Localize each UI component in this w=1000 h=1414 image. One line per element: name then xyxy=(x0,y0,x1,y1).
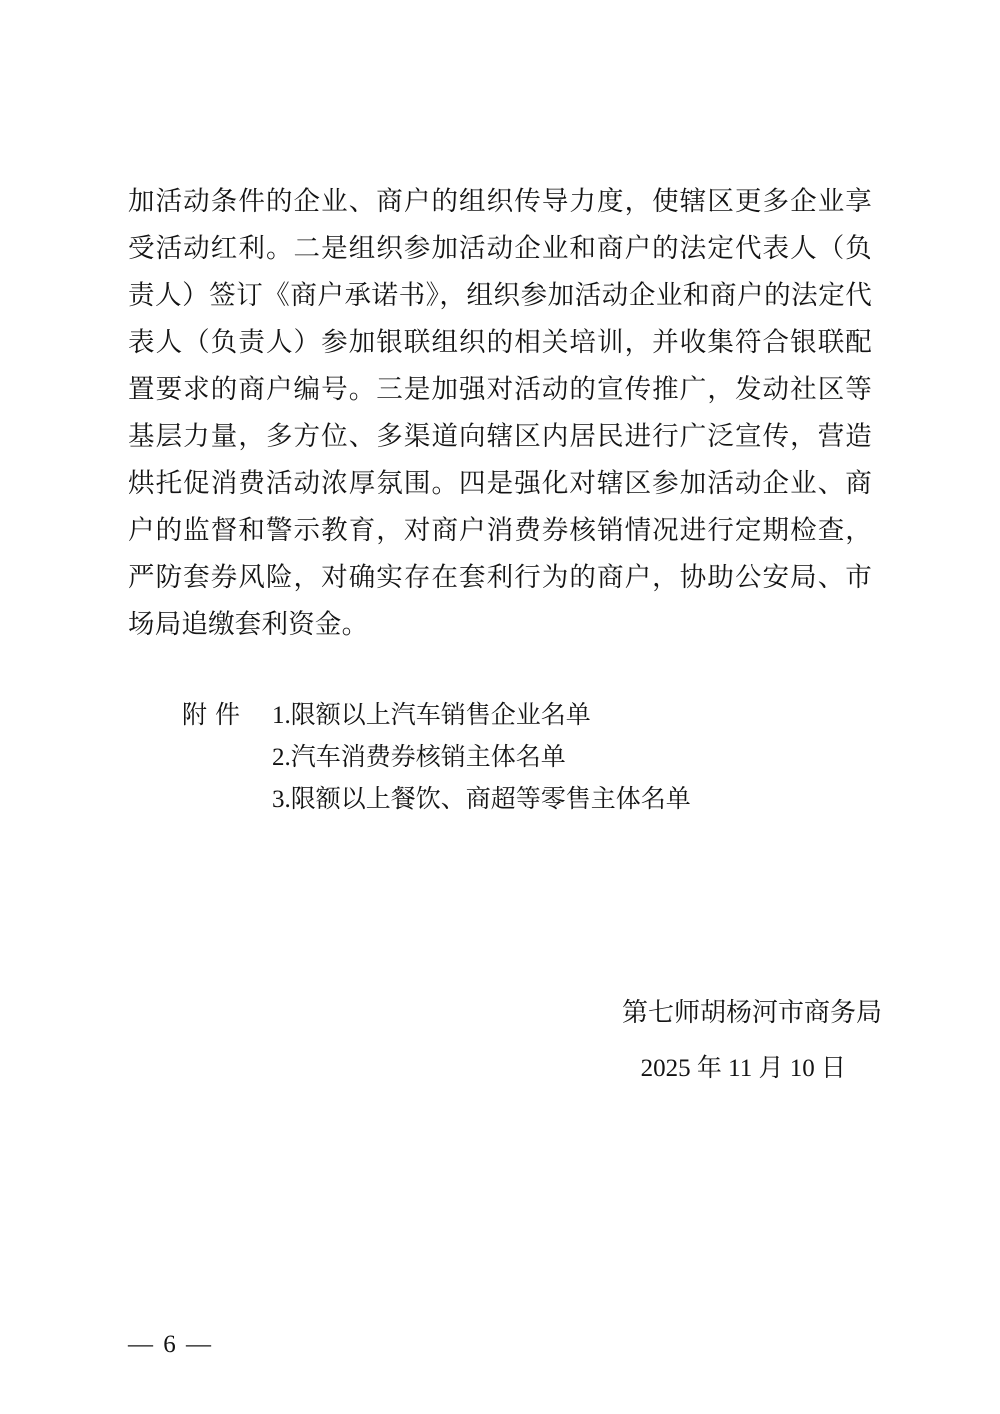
body-text-block xyxy=(128,178,872,648)
attachments-label: 附件 xyxy=(182,702,249,729)
page-number: — 6 — xyxy=(128,1331,213,1358)
attachments-row xyxy=(182,695,882,821)
attachments-list xyxy=(272,695,882,821)
list-item: 1.限额以上汽车销售企业名单 xyxy=(272,702,591,729)
signature-organization: 第七师胡杨河市商务局 xyxy=(621,998,882,1027)
attachments-section xyxy=(182,695,882,821)
body-paragraph: 加活动条件的企业、商户的组织传导力度，使辖区更多企业享受活动红利。二是组织参加活动企业和商户的法定代表人（负责人）签订《商户承诺书》，组织参加活动企业和商户的法定代表人（负责人）参加银联组织的相关培训，并收集符合银联配置要求的商户编号。三是加强对活动的宣传推广，发动社区等基层力量，多方位、多渠道向辖区内居民进行广泛宣传，营造烘托促消费活动浓厚氛围。四是强化对辖区参加活动企业、商户的监督和警示教育，对商户消费券核销情况进行定期检查，严防套券风险，对确实存在套利行为的商户，协助公安局、市场局追缴套利资金。 xyxy=(128,186,872,639)
signature-block xyxy=(462,985,882,1097)
signature-date: 2025 年 11 月 10 日 xyxy=(640,1055,846,1082)
list-item: 3.限额以上餐饮、商超等零售主体名单 xyxy=(272,786,691,813)
list-item: 2.汽车消费券核销主体名单 xyxy=(272,744,566,771)
